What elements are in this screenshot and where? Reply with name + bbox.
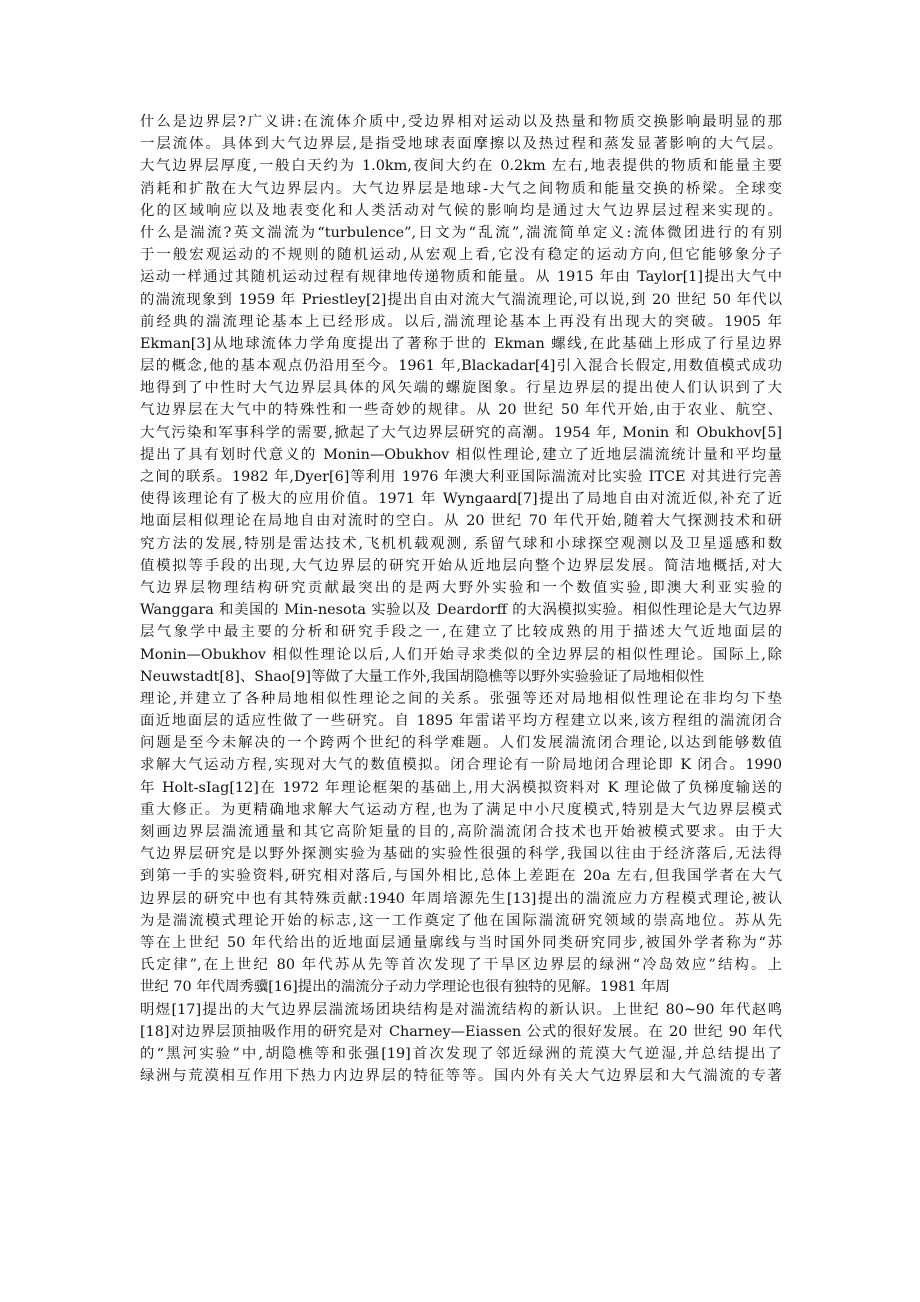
text-line: Neuwstadt[8]、Shao[9]等做了大量工作外,我国胡隐樵等以野外实验验证了局地相似性	[140, 668, 705, 685]
text-line: 气边界层在大气中的特殊性和一些奇妙的规律。从 20 世纪 50 年代开始,由于农业、航空、	[140, 402, 782, 419]
text-line: 气边界层研究是以野外探测实验为基础的实验性很强的科学,我国以往由于经济落后,无法得	[140, 846, 782, 863]
text-line: 层气象学中最主要的分析和研究手段之一,在建立了比较成熟的用于描述大气近地面层的	[140, 624, 782, 641]
text-line: 世纪 70 年代周秀骥[16]提出的湍流分子动力学理论也很有独特的见解。1981 年周	[140, 979, 670, 996]
text-line: 面近地面层的适应性做了一些研究。自 1895 年雷诺平均方程建立以来,该方程组的湍流闭合	[140, 713, 782, 730]
text-line: 等在上世纪 50 年代给出的近地面层通量廓线与当时国外同类研究同步,被国外学者称为“苏	[140, 934, 782, 951]
text-line: 于一般宏观运动的不规则的随机运动,从宏观上看,它没有稳定的运动方向,但它能够象分子	[140, 247, 782, 264]
text-line: Wanggara 和美国的 Min-nesota 实验以及 Deardorff 的大涡模拟实验。相似性理论是大气边界	[140, 602, 782, 619]
text-line: 消耗和扩散在大气边界层内。大气边界层是地球-大气之间物质和能量交换的桥梁。全球变	[140, 180, 782, 197]
text-line: 问题是至今未解决的一个跨两个世纪的科学难题。人们发展湍流闭合理论,以达到能够数值	[140, 735, 782, 752]
text-line: 值模拟等手段的出现,大气边界层的研究开始从近地层向整个边界层发展。简洁地概括,对大	[140, 557, 782, 574]
text-line: 的湍流现象到 1959 年 Priestley[2]提出自由对流大气湍流理论,可以说,到 20 世纪 50 年代以	[140, 291, 782, 308]
text-line: 运动一样通过其随机运动过程有规律地传递物质和能量。从 1915 年由 Taylor[1]提出大气中	[140, 269, 782, 286]
text-line: 边界层的研究中也有其特殊贡献:1940 年周培源先生[13]提出的湍流应力方程模式理论,被认	[140, 890, 782, 907]
text-line: 大气污染和军事科学的需要,掀起了大气边界层研究的高潮。1954 年, Monin 和 Obukhov[5]	[140, 424, 782, 441]
text-line: 究方法的发展,特别是雷达技术,飞机机载观测, 系留气球和小球探空观测以及卫星遥感和数	[140, 535, 782, 552]
text-line: 明煜[17]提出的大气边界层湍流场团块结构是对湍流结构的新认识。上世纪 80~90 年代赵鸣	[140, 1001, 782, 1018]
text-line: 前经典的湍流理论基本上已经形成。以后,湍流理论基本上再没有出现大的突破。1905 年	[140, 313, 782, 330]
text-line: 刻画边界层湍流通量和其它高阶矩量的目的,高阶湍流闭合技术也开始被模式要求。由于大	[140, 824, 782, 840]
text-line: 理论,并建立了各种局地相似性理论之间的关系。张强等还对局地相似性理论在非均匀下垫	[140, 690, 782, 707]
text-line: 地得到了中性时大气边界层具体的风矢端的螺旋图象。行星边界层的提出使人们认识到了大	[140, 380, 782, 397]
document-page	[140, 111, 782, 1087]
text-line: 使得该理论有了极大的应用价值。1971 年 Wyngaard[7]提出了局地自由对流近似,补充了近	[140, 491, 782, 508]
text-line: 到第一手的实验资料,研究相对落后,与国外相比,总体上差距在 20a 左右,但我国学者在大气	[140, 868, 782, 885]
text-line: 氏定律”,在上世纪 80 年代苏从先等首次发现了干旱区边界层的绿洲“冷岛效应”结构。上	[140, 957, 782, 974]
text-line: 一层流体。具体到大气边界层,是指受地球表面摩擦以及热过程和蒸发显著影响的大气层。	[140, 136, 782, 153]
text-line: 气边界层物理结构研究贡献最突出的是两大野外实验和一个数值实验,即澳大利亚实验的	[140, 579, 782, 596]
text-line: 提出了具有划时代意义的 Monin—Obukhov 相似性理论,建立了近地层湍流统计量和平均量	[140, 446, 782, 463]
text-line: 求解大气运动方程,实现对大气的数值模拟。闭合理论有一阶局地闭合理论即 K 闭合。1990	[140, 757, 782, 774]
text-line: 重大修正。为更精确地求解大气运动方程,也为了满足中小尺度模式,特别是大气边界层模式	[140, 801, 782, 818]
text-line: 化的区域响应以及地表变化和人类活动对气候的影响均是通过大气边界层过程来实现的。	[140, 202, 782, 219]
text-line: 什么是湍流?英文湍流为“turbulence”,日文为“乱流”,湍流简单定义:流体微团进行的有别	[140, 224, 782, 241]
text-line: 地面层相似理论在局地自由对流时的空白。从 20 世纪 70 年代开始,随着大气探测技术和研	[140, 513, 782, 530]
text-line: 什么是边界层?广义讲:在流体介质中,受边界相对运动以及热量和物质交换影响最明显的那	[140, 114, 782, 130]
text-line: 的“黑河实验”中,胡隐樵等和张强[19]首次发现了邻近绿洲的荒漠大气逆湿,并总结提出了	[140, 1045, 782, 1062]
text-line: 绿洲与荒漠相互作用下热力内边界层的特征等等。国内外有关大气边界层和大气湍流的专著	[140, 1068, 782, 1085]
text-line: 大气边界层厚度,一般白天约为 1.0km,夜间大约在 0.2km 左右,地表提供的物质和能量主要	[140, 158, 782, 175]
text-line: Monin—Obukhov 相似性理论以后,人们开始寻求类似的全边界层的相似性理论。国际上,除	[140, 646, 782, 663]
text-line: 层的概念,他的基本观点仍沿用至今。1961 年,Blackadar[4]引入混合长假定,用数值模式成功	[140, 358, 782, 375]
text-line: Ekman[3]从地球流体力学角度提出了著称于世的 Ekman 螺线,在此基础上形成了行星边界	[140, 335, 782, 352]
text-line: 年 Holt-sIag[12]在 1972 年理论框架的基础上,用大涡模拟资料对 K 理论做了负梯度输送的	[140, 779, 782, 796]
text-line: 之间的联系。1982 年,Dyer[6]等利用 1976 年澳大利亚国际湍流对比实验 ITCE 对其进行完善	[140, 469, 782, 485]
text-line: 为是湍流模式理论开始的标志,这一工作奠定了他在国际湍流研究领域的崇高地位。苏从先	[140, 912, 782, 929]
text-line: [18]对边界层顶抽吸作用的研究是对 Charney—Eiassen 公式的很好发展。在 20 世纪 90 年代	[140, 1023, 782, 1040]
